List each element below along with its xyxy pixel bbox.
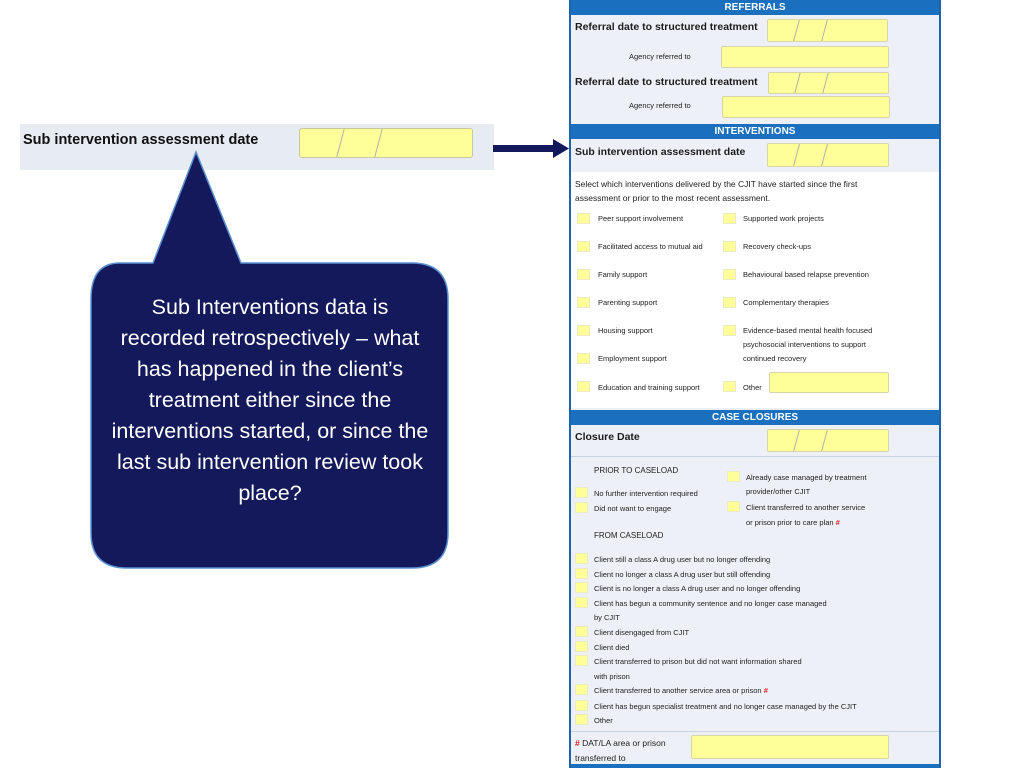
referral-date-1-label: Referral date to structured treatment [575,21,758,33]
form-bottom-border [571,764,939,768]
closure-option: Other [594,716,613,725]
intervention-label: Facilitated access to mutual aid [598,242,703,251]
closure-option: Client no longer a class A drug user but still offending [594,570,771,579]
checkbox-no-further-intervention[interactable] [575,487,588,498]
evidence-label-3: continued recovery [743,354,807,363]
evidence-label-2: psychosocial interventions to support [743,340,866,349]
closure-option: No further intervention required [594,489,698,498]
closure-option: by CJIT [594,613,620,622]
checkbox-recovery-checkups[interactable] [723,241,736,252]
intervention-label: Employment support [598,354,667,363]
intervention-label: Complementary therapies [743,298,829,307]
dat-label-2: transferred to [575,753,626,763]
intervention-label: Supported work projects [743,214,824,223]
closure-date-input[interactable] [767,429,889,452]
intervention-label: Peer support involvement [598,214,684,223]
callout-text: Sub Interventions data is recorded retrospectively – what has happened in the client’s treatment either since the interventions started, or since the last sub intervention review took place? [111,295,429,505]
other-intervention-input[interactable] [769,372,889,393]
dat-divider [571,731,939,732]
closure-option: with prison [594,672,630,681]
agency-2-label: Agency referred to [629,101,691,110]
checkbox-peer-support[interactable] [577,213,590,224]
checkbox-transferred-prior[interactable] [727,501,740,512]
checkbox-from-caseload[interactable] [575,626,588,637]
intervention-label: Housing support [598,326,653,335]
checkbox-relapse-prevention[interactable] [723,269,736,280]
checkbox-mental-health[interactable] [723,325,736,336]
agency-2-input[interactable] [722,96,890,118]
closure-option: Client has begun a community sentence and no longer case managed [594,599,827,608]
closure-option: Client transferred to another service [746,503,866,512]
checkbox-already-case-managed[interactable] [727,471,740,482]
case-closures-header: CASE CLOSURES [571,410,939,425]
checkbox-from-caseload[interactable] [575,597,588,608]
dat-label-1: # DAT/LA area or prison [575,738,666,748]
checkbox-family-support[interactable] [577,269,590,280]
checkbox-from-caseload[interactable] [575,655,588,666]
interventions-header: INTERVENTIONS [571,124,939,139]
referrals-header: REFERRALS [571,0,939,15]
closure-option: Client died [594,643,630,652]
closure-date-label: Closure Date [575,431,640,443]
closure-option: Client transferred to prison but did not want information shared [594,657,802,666]
checkbox-supported-work[interactable] [723,213,736,224]
intervention-label: Behavioural based relapse prevention [743,270,869,279]
closure-option-hash-line: or prison prior to care plan # [746,518,840,527]
agency-1-label: Agency referred to [629,52,691,61]
pointer-arrow-icon [493,138,569,160]
checkbox-mutual-aid[interactable] [577,241,590,252]
intervention-label: Education and training support [598,383,700,392]
checkbox-from-caseload[interactable] [575,714,588,725]
referral-date-2-input[interactable] [768,72,889,94]
sub-intervention-date-label: Sub intervention assessment date [575,146,746,158]
referral-date-1-input[interactable] [767,19,888,42]
checkbox-education-support[interactable] [577,381,590,392]
checkbox-complementary-therapies[interactable] [723,297,736,308]
intervention-label: Recovery check-ups [743,242,811,251]
checkbox-from-caseload[interactable] [575,553,588,564]
checkbox-parenting-support[interactable] [577,297,590,308]
dat-area-input[interactable] [691,735,889,759]
checkbox-from-caseload[interactable] [575,582,588,593]
closure-option: Client still a class A drug user but no longer offending [594,555,771,564]
checkbox-employment-support[interactable] [577,353,590,364]
closure-option-hash-line: Client transferred to another service area or prison # [594,686,768,695]
checkbox-from-caseload[interactable] [575,568,588,579]
closure-option: Client has begun specialist treatment and no longer case managed by the CJIT [594,702,857,711]
closure-option: Did not want to engage [594,504,672,513]
sub-intervention-date-input[interactable] [767,143,889,167]
interventions-instructions-2: assessment or prior to the most recent assessment. [575,193,771,203]
intervention-label: Parenting support [598,298,658,307]
checkbox-from-caseload[interactable] [575,700,588,711]
agency-1-input[interactable] [721,46,889,68]
zoom-field-label: Sub intervention assessment date [23,132,259,148]
checkbox-from-caseload[interactable] [575,641,588,652]
interventions-instructions-1: Select which interventions delivered by the CJIT have started since the first [575,179,858,189]
from-caseload-heading: FROM CASELOAD [594,531,664,540]
other-label: Other [743,383,762,392]
closure-divider [571,456,939,457]
checkbox-from-caseload[interactable] [575,684,588,695]
referral-date-2-label: Referral date to structured treatment [575,76,758,88]
closure-option: Client is no longer a class A drug user and no longer offending [594,584,801,593]
closure-option: Client disengaged from CJIT [594,628,690,637]
evidence-label-1: Evidence-based mental health focused [743,326,873,335]
cjit-form-panel [569,0,941,768]
closure-option: provider/other CJIT [746,487,811,496]
prior-caseload-heading: PRIOR TO CASELOAD [594,466,679,475]
checkbox-other-intervention[interactable] [723,381,736,392]
intervention-label: Family support [598,270,648,279]
closure-option: Already case managed by treatment [746,473,867,482]
checkbox-housing-support[interactable] [577,325,590,336]
checkbox-did-not-engage[interactable] [575,502,588,513]
